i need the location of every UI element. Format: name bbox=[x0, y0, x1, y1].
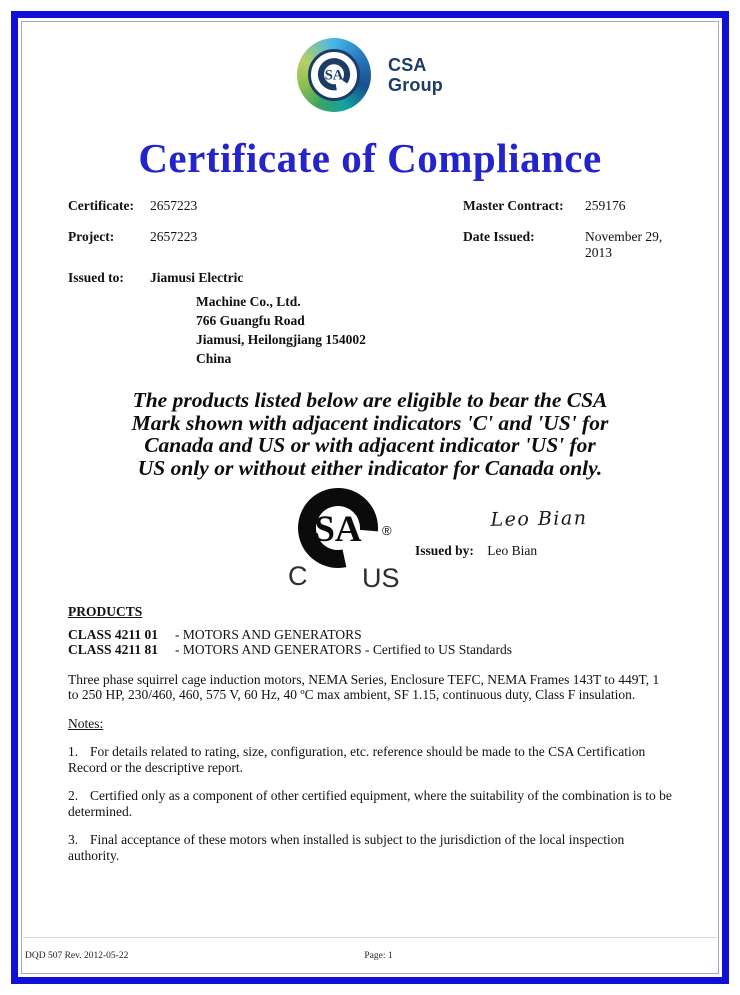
date-issued-value: November 29, 2013 bbox=[585, 229, 663, 260]
csa-sphere-monogram bbox=[308, 49, 360, 101]
statement-line: Canada and US or with adjacent indicator 'US' for bbox=[144, 433, 596, 457]
footer bbox=[25, 951, 715, 961]
address-line: Jiamusi, Heilongjiang 154002 bbox=[196, 332, 366, 347]
registered-trademark-symbol: ® bbox=[382, 523, 392, 538]
note-item bbox=[68, 744, 672, 775]
products-section bbox=[68, 604, 672, 703]
certificate-info bbox=[68, 198, 672, 286]
product-class-row bbox=[68, 627, 672, 643]
certificate-label: Certificate: bbox=[68, 198, 134, 213]
address-line: 766 Guangfu Road bbox=[196, 313, 305, 328]
note-item bbox=[68, 788, 672, 819]
notes-heading: Notes: bbox=[68, 715, 104, 731]
footer-separator bbox=[23, 937, 717, 938]
address-line: China bbox=[196, 351, 232, 366]
statement-line: Mark shown with adjacent indicators 'C' and 'US' for bbox=[131, 410, 609, 435]
note-number: 2. bbox=[68, 788, 79, 803]
certificate-content bbox=[22, 22, 718, 973]
footer-doc-ref: DQD 507 Rev. 2012-05-22 bbox=[25, 951, 129, 961]
master-contract-label: Master Contract: bbox=[463, 198, 564, 213]
wordmark-line2: Group bbox=[388, 75, 443, 95]
issued-to-label: Issued to: bbox=[68, 270, 124, 285]
statement-line: US only or without either indicator for Canada only. bbox=[137, 455, 603, 480]
footer-page-number: Page: 1 bbox=[364, 951, 393, 961]
mark-indicator-us: US bbox=[362, 563, 400, 590]
note-item bbox=[68, 832, 672, 863]
date-issued-label: Date Issued: bbox=[463, 229, 535, 244]
issued-to-address bbox=[196, 292, 672, 368]
csa-monogram-icon bbox=[311, 52, 357, 98]
mark-monogram-letters: SA bbox=[314, 509, 362, 550]
project-number: 2657223 bbox=[150, 229, 198, 244]
eligibility-statement bbox=[22, 389, 718, 479]
issued-by-name: Leo Bian bbox=[487, 543, 538, 558]
logo-monogram-letters: SA bbox=[324, 67, 344, 84]
csa-c-us-mark-icon bbox=[286, 486, 402, 590]
statement-line: The products listed below are eligible to bear the CSA bbox=[132, 388, 608, 412]
issued-by-label: Issued by: bbox=[415, 543, 474, 558]
product-class-row bbox=[68, 642, 672, 658]
csa-group-logo bbox=[22, 38, 718, 112]
master-contract-number: 259176 bbox=[585, 198, 626, 213]
class-description: - MOTORS AND GENERATORS - Certified to US Standards bbox=[175, 642, 513, 657]
notes-section bbox=[68, 716, 672, 864]
info-row-issued-to bbox=[68, 270, 672, 286]
mark-and-signature bbox=[22, 486, 718, 590]
info-row-certificate bbox=[68, 198, 672, 214]
csa-sphere-icon bbox=[297, 38, 371, 112]
note-number: 1. bbox=[68, 744, 79, 759]
note-number: 3. bbox=[68, 832, 79, 847]
mark-indicator-c: C bbox=[288, 561, 308, 590]
signature-script: Leo Bian bbox=[490, 507, 588, 531]
project-label: Project: bbox=[68, 229, 115, 244]
class-code: CLASS 4211 01 bbox=[68, 626, 159, 642]
note-text: Certified only as a component of other certified equipment, where the suitability of the combination is to be determined. bbox=[68, 788, 672, 819]
info-row-project bbox=[68, 229, 672, 261]
products-description: Three phase squirrel cage induction motors, NEMA Series, Enclosure TEFC, NEMA Frames 143T to 449T, 1 to 250 HP, 230/460, 460, 575 V, 60 Hz, 40 ºC max ambient, SF 1.15, continuous duty, Class F insulation. bbox=[68, 671, 660, 702]
note-text: For details related to rating, size, configuration, etc. reference should be made to the CSA Certification Record or the descriptive report. bbox=[68, 744, 646, 775]
address-line: Machine Co., Ltd. bbox=[196, 294, 301, 309]
certificate-number: 2657223 bbox=[150, 198, 198, 213]
note-text: Final acceptance of these motors when installed is subject to the jurisdiction of the local inspection authority. bbox=[68, 832, 625, 863]
class-code: CLASS 4211 81 bbox=[68, 642, 159, 657]
csa-group-wordmark bbox=[388, 55, 443, 95]
products-heading: PRODUCTS bbox=[68, 604, 143, 619]
wordmark-line1: CSA bbox=[388, 55, 427, 75]
issued-to-name: Jiamusi Electric bbox=[150, 270, 244, 285]
issued-by-row bbox=[415, 543, 537, 559]
certificate-title: Certificate of Compliance bbox=[138, 135, 602, 181]
class-description: - MOTORS AND GENERATORS bbox=[175, 626, 362, 642]
